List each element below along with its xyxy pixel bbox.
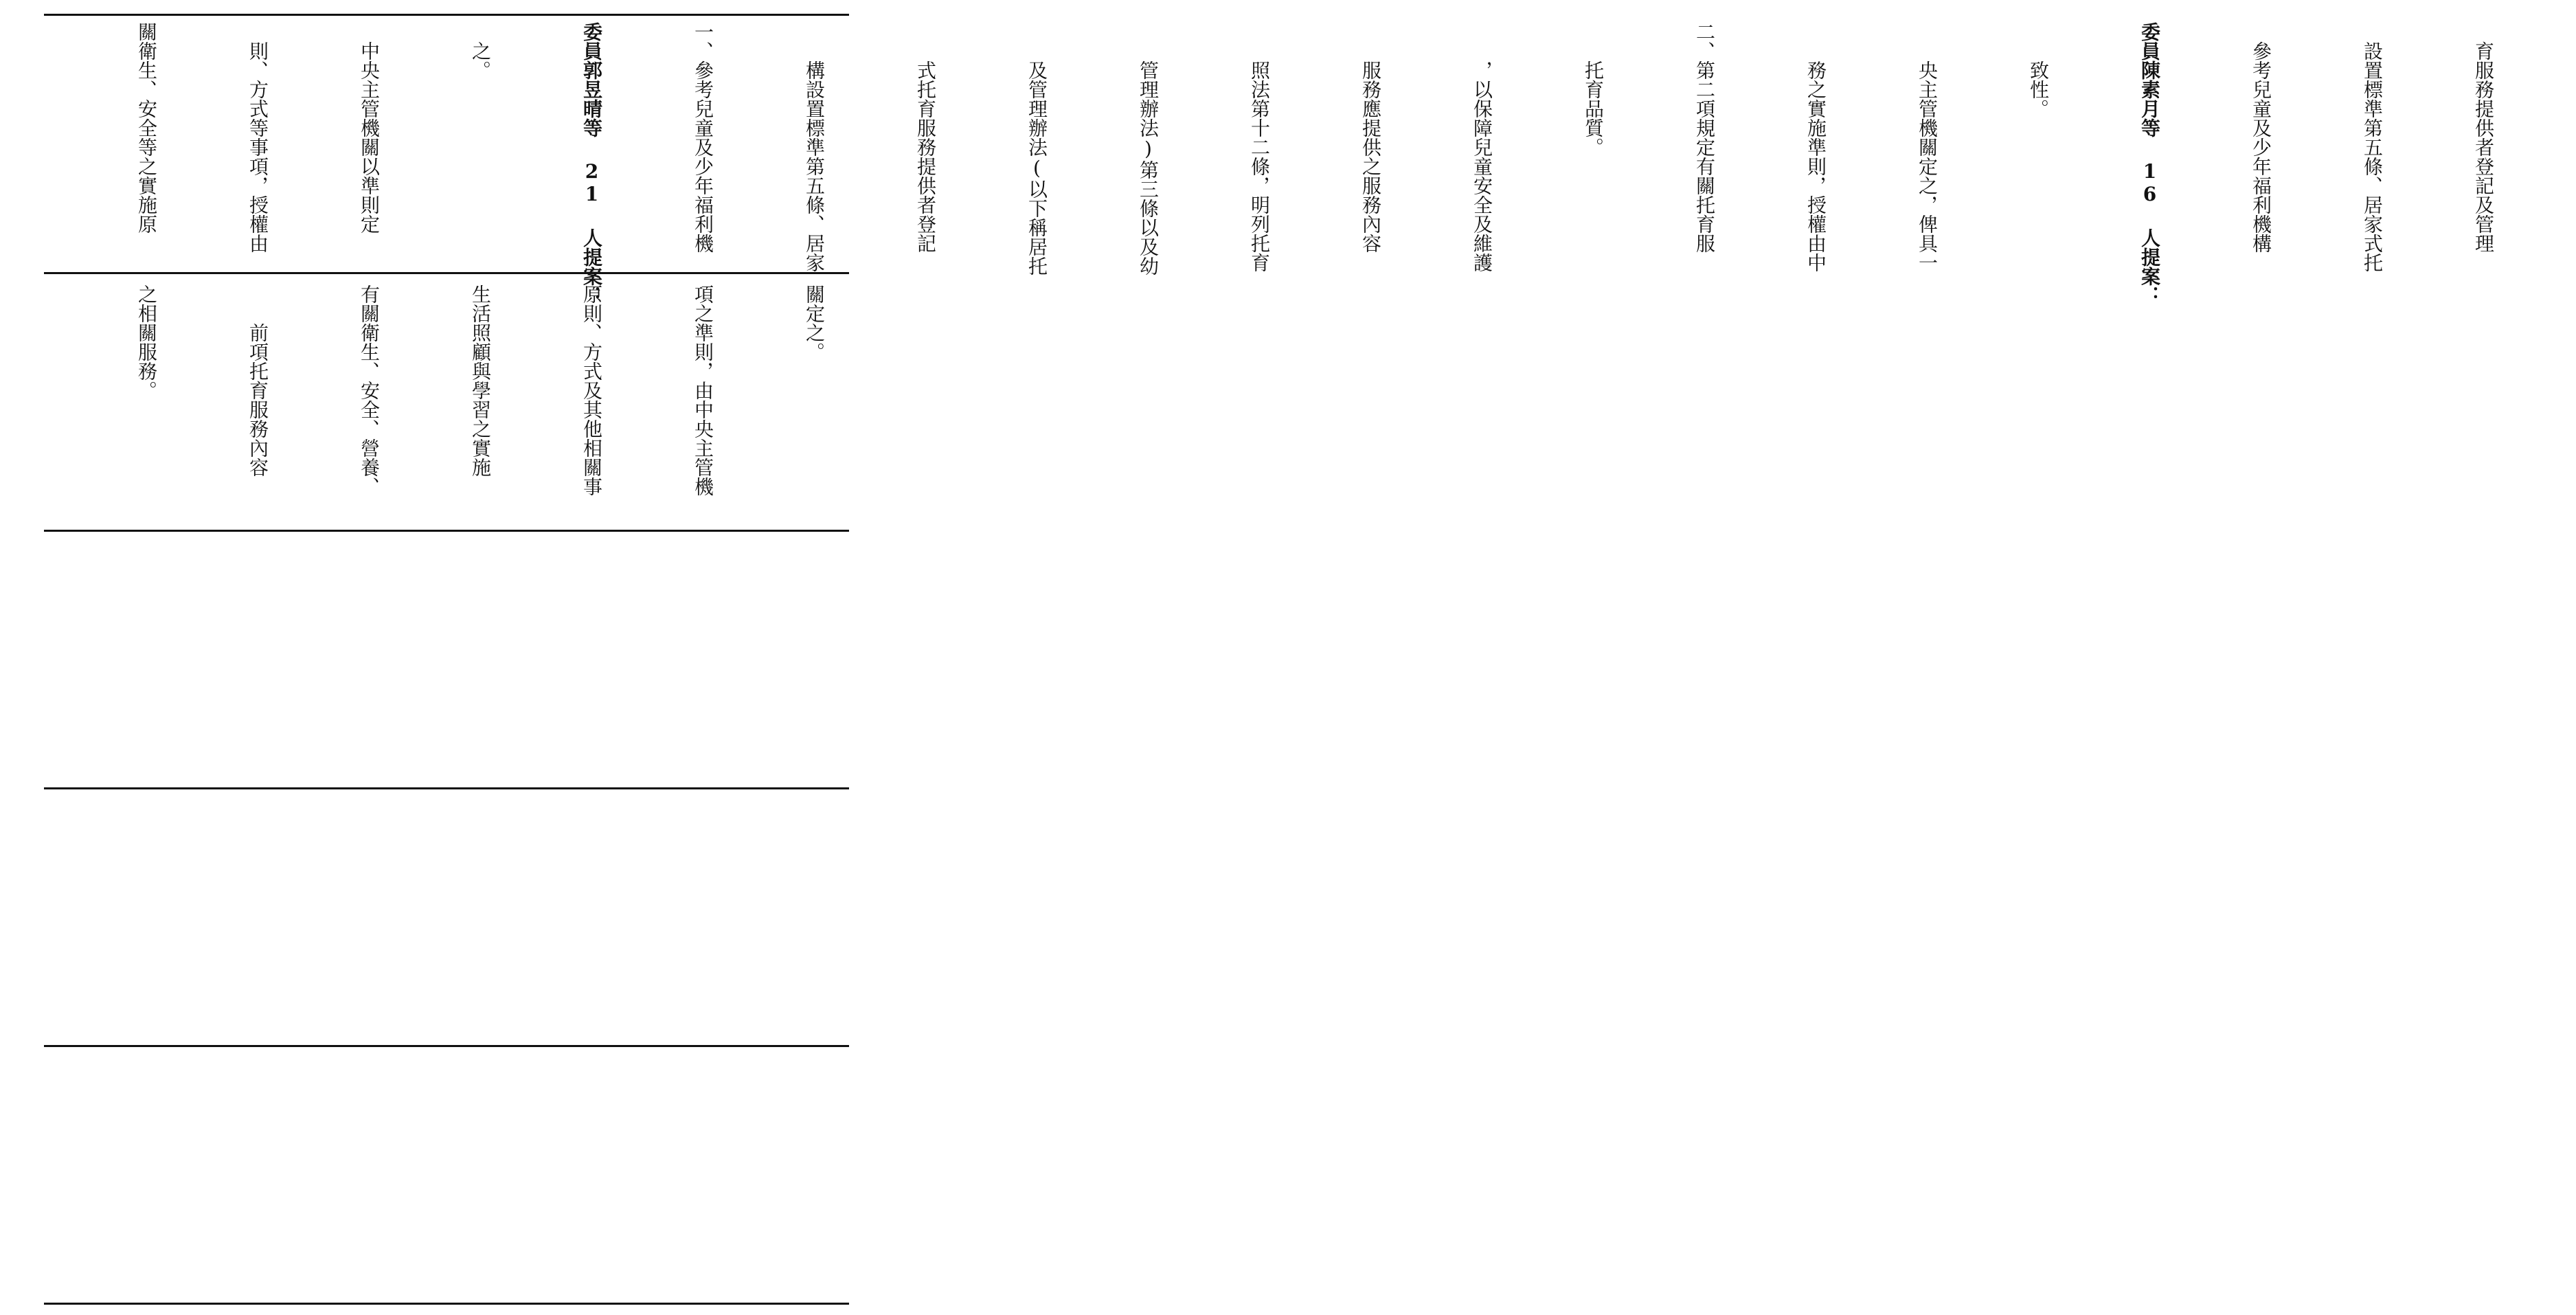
provision-text-block	[54, 284, 907, 525]
text-line: 則、方式等事項，授權由	[247, 41, 269, 253]
text-line: 二、第二項規定有關托育服	[1693, 22, 1716, 253]
text-line: 關定之。	[803, 284, 826, 361]
explanation-text-block	[54, 22, 2576, 305]
text-line: 致性。	[2027, 60, 2050, 118]
text-line: 央主管機關定之，俾具一	[1916, 60, 1939, 272]
text-line: 照法第十二條，明列托育	[1248, 60, 1271, 272]
table-rule-4	[44, 1045, 849, 1047]
text-line: 務之實施準則，授權由中	[1805, 60, 1827, 272]
table-rule-3	[44, 787, 849, 789]
proposal-heading: 委員郭昱晴等 21 人提案：	[580, 22, 603, 305]
text-line: 管理辦法)第三條以及幼	[1137, 60, 1160, 276]
table-row-empty	[44, 790, 849, 1044]
text-line: 之。	[469, 41, 492, 80]
table-rule-bottom	[44, 1303, 849, 1305]
text-line: 之相關服務。	[135, 284, 158, 400]
text-line: 托育品質。	[1582, 60, 1605, 157]
table-row-empty	[44, 1048, 849, 1302]
text-line: 一、參考兒童及少年福利機	[692, 22, 714, 253]
text-line: 參考兒童及少年福利機構	[2250, 41, 2272, 253]
table-row-provision	[44, 275, 849, 529]
table-row-explanation	[44, 16, 2495, 305]
text-line: 育服務提供者登記及管理	[2472, 41, 2495, 253]
table-row-empty	[44, 532, 849, 787]
text-line: 設置標準第五條、居家式托	[2361, 41, 2384, 272]
text-line: 關衛生、安全等之實施原	[135, 22, 158, 234]
text-line: 項之準則，由中央主管機	[692, 284, 714, 496]
table-rule-top	[44, 14, 849, 16]
text-line: ，以保障兒童安全及維護	[1471, 60, 1493, 272]
text-line: 中央主管機關以準則定	[358, 41, 381, 234]
text-line: 構設置標準第五條、居家	[803, 60, 826, 272]
table-rule-2	[44, 530, 849, 532]
proposal-heading: 委員陳素月等 16 人提案：	[2138, 22, 2161, 305]
text-line: 服務應提供之服務內容	[1359, 60, 1382, 253]
table-rule-1	[44, 272, 849, 274]
text-line: 及管理辦法(以下稱居托	[1026, 60, 1048, 276]
text-line: 原則、方式及其他相關事	[580, 284, 603, 496]
text-line: 式托育服務提供者登記	[914, 60, 937, 253]
text-line: 前項托育服務內容	[247, 323, 269, 477]
text-line: 有關衛生、安全、營養、	[358, 284, 381, 496]
text-line: 生活照顧與學習之實施	[469, 284, 492, 477]
